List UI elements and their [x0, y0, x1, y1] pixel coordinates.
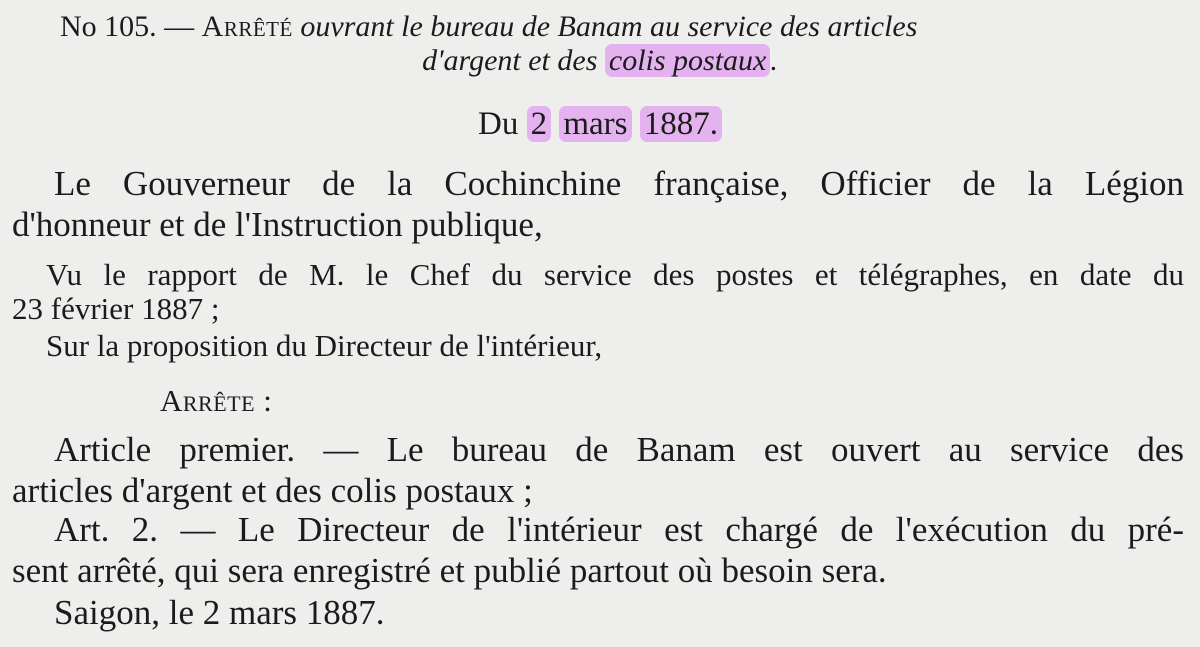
highlight-year: 1887.: [640, 106, 722, 142]
highlight-month: mars: [559, 106, 631, 142]
decree-title-text: ouvrant le bureau de Banam au service des articles: [300, 10, 918, 43]
arrete-heading: Arrête :: [160, 383, 273, 418]
highlight-colis-postaux: colis postaux: [605, 44, 771, 77]
title-period: .: [770, 44, 778, 77]
vu-line-1: Vu le rapport de M. le Chef du service des postes et télégraphes, en date du: [46, 257, 1184, 292]
decree-title-line-2: [0, 46, 1200, 76]
decree-act-label: Arrêté: [201, 10, 293, 43]
decree-title-continuation: d'argent et des: [422, 44, 598, 77]
sur-proposition-line: Sur la proposition du Directeur de l'intérieur,: [46, 328, 603, 363]
highlight-day: 2: [527, 106, 552, 142]
governor-line-1: Le Gouverneur de la Cochinchine française, Officier de la Légion: [54, 164, 1184, 203]
decree-date: [0, 108, 1200, 141]
decree-title-line-1: [60, 12, 1140, 42]
article-2-line-2: sent arrêté, qui sera enregistré et publié partout où besoin sera.: [12, 551, 887, 590]
vu-line-2: 23 février 1887 ;: [12, 291, 220, 326]
article-1-line-2: articles d'argent et des colis postaux ;: [12, 471, 533, 510]
governor-line-2: d'honneur et de l'Instruction publique,: [12, 205, 543, 244]
signature-line: Saigon, le 2 mars 1887.: [54, 593, 385, 632]
article-2-line-1: Art. 2. — Le Directeur de l'intérieur est chargé de l'exécution du pré-: [54, 510, 1184, 549]
decree-number: No 105. —: [60, 10, 195, 43]
date-prefix: Du: [478, 106, 519, 142]
article-1-line-1: Article premier. — Le bureau de Banam est ouvert au service des: [54, 430, 1184, 469]
